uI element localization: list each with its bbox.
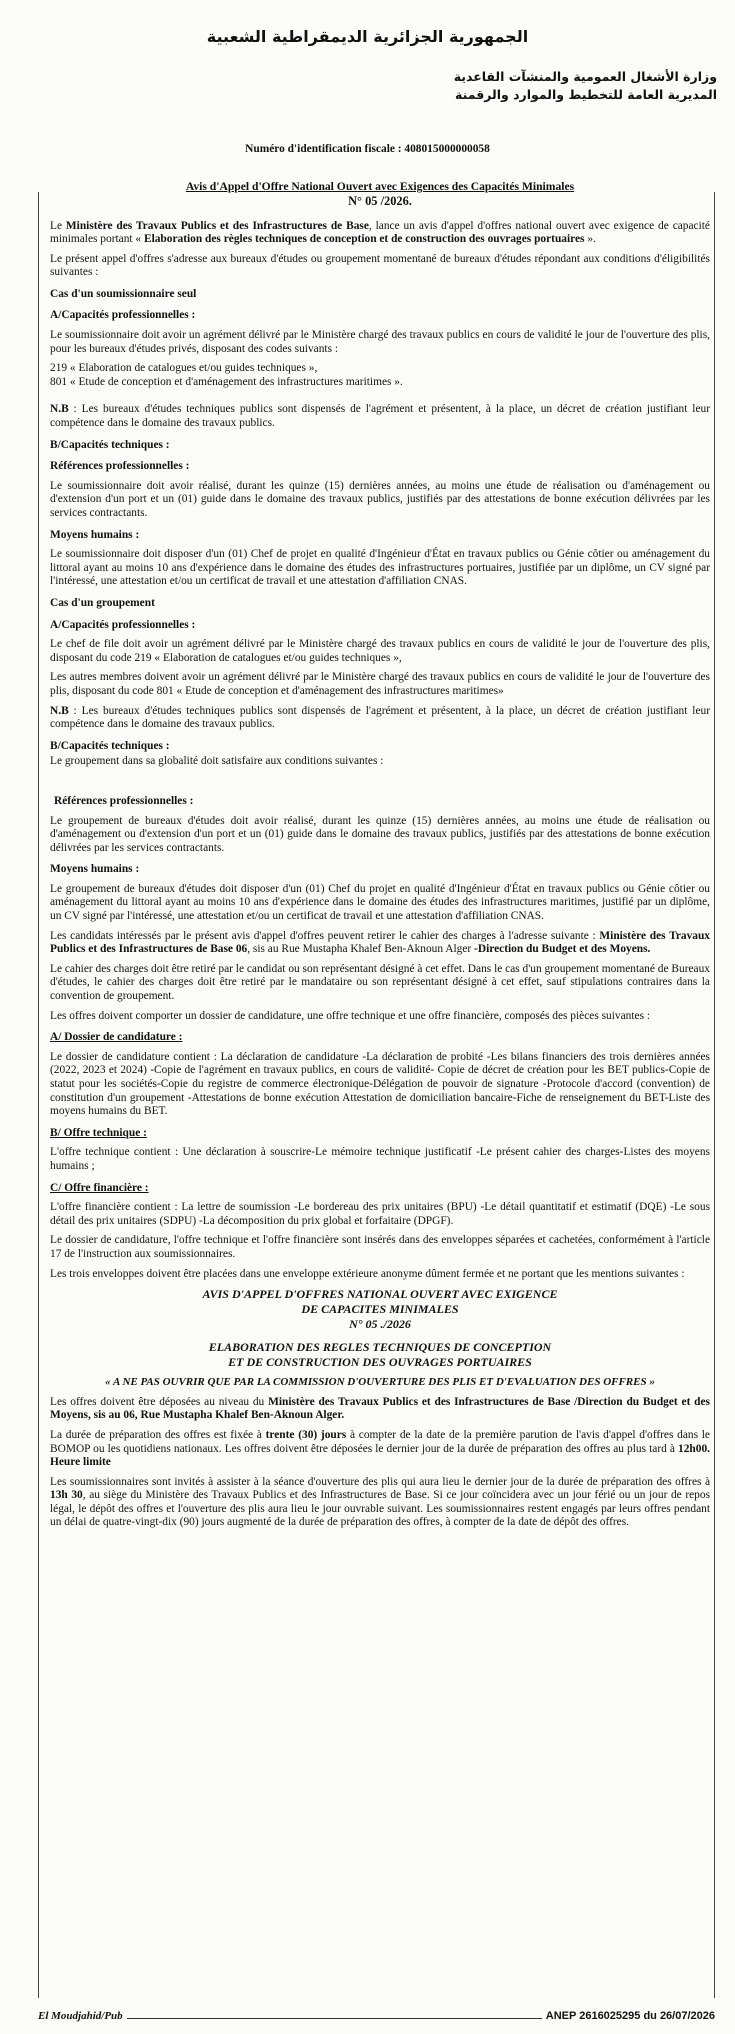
group-ref-text: Le groupement de bureaux d'études doit avoir réalisé, durant les quinze (15) dernières années, au moins une étude de réalisation ou d'aménagement ou d'extension d'un port et un (01) guide dans le domaine des travaux publics, justifiés par des attestations de bonne exécution délivrées par les services contractants.: [50, 814, 710, 854]
offre-technique-heading: B/ Offre technique :: [50, 1126, 147, 1139]
ouverture-paragraph: Les soumissionnaires sont invités à assister à la séance d'ouverture des plis qui aura lieu le dernier jour de la durée de préparation des offres à 13h 30, au siège du Ministère des Travaux Publics et des Infrastructures de Base. Si ce jour coïncidera avec un jour férié ou un jour de repos légal, le dépôt des offres et l'ouverture des plis aura lieu le jour ouvrable suivant. Les soumissionnaires restent engagés par leurs offres pendant un délai de quatre-vingt-dix (90) jours augmenté de la durée de préparation des offres, à compter de la date de dépôt des offres.: [50, 1475, 710, 1529]
enveloppes-paragraph: Le dossier de candidature, l'offre technique et l'offre financière sont insérés dans des enveloppes séparées et cachetées, conformément à l'article 17 de l'instruction aux soumissionnaires.: [50, 1234, 710, 1260]
do-not-open-notice: « A NE PAS OUVRIR QUE PAR LA COMMISSION D'OUVERTURE DES PLIS ET D'EVALUATION DES OFFRES »: [105, 1376, 655, 1389]
solo-code-219: 219 « Elaboration de catalogues et/ou guides techniques »,: [50, 362, 318, 375]
retrait-paragraph: Les candidats intéressés par le présent avis d'appel d'offres peuvent retirer le cahier des charges à l'adresse suivante : Ministère des Travaux Publics et des Infrastructures de Base 06, sis au Rue Mustapha Khalef Ben-Aknoun Alger -Direction du Budget et des Moyens.: [50, 929, 710, 956]
offre-financiere-heading: C/ Offre financière :: [50, 1181, 149, 1194]
duree-paragraph: La durée de préparation des offres est fixée à trente (30) jours à compter de la date de la première parution de l'avis d'appel d'offres dans le BOMOP ou les quotidiens nationaux. Les offres doivent être déposées le dernier jour de la durée de préparation des offres au plus tard à 12h00. Heure limite: [50, 1428, 710, 1469]
footer: [38, 2010, 715, 2026]
notice-title: Avis d'Appel d'Offre National Ouvert avec Exigences des Capacités Minimales: [185, 180, 575, 193]
ad-content: [50, 180, 710, 1536]
dossier-heading: A/ Dossier de candidature :: [50, 1031, 183, 1044]
solo-code-801: 801 « Etude de conception et d'aménagement des infrastructures maritimes ».: [50, 375, 403, 388]
group-prof-text-2: Les autres membres doivent avoir un agrément délivré par le Ministère chargé des travaux publics en cours de validité le jour de l'ouverture des plis, disposant du code 801 « Etude de conception et d'aménagement des infrastructures maritimes»: [50, 671, 710, 697]
eligibility-paragraph: Le présent appel d'offres s'adresse aux bureaux d'études ou groupement momentané de bureaux d'études répondant aux conditions d'éligibilités suivantes :: [50, 252, 710, 279]
anep-reference: ANEP 2616025295 du 26/07/2026: [542, 2010, 715, 2024]
solo-tech-heading: B/Capacités techniques :: [50, 438, 170, 451]
newspaper-credit: El Moudjahid/Pub: [38, 2010, 127, 2024]
ministry-name-ar: وزارة الأشغال العمومية والمنشآت القاعدية: [453, 69, 717, 84]
group-nb: N.B : Les bureaux d'études techniques publics sont dispensés de l'agrément et présentent, à la place, un décret de création justifiant leur compétence dans le domaine des travaux publics.: [50, 704, 710, 731]
solo-human-heading: Moyens humains :: [50, 528, 140, 541]
group-prof-heading: A/Capacités professionnelles :: [50, 618, 196, 631]
depot-paragraph: Les offres doivent être déposées au niveau du Ministère des Travaux Publics et des Infrastructures de Base /Direction du Budget et des Moyens, sis au 06, Rue Mustapha Khalef Ben-Aknoun Alger.: [50, 1395, 710, 1422]
envelope-mention: AVIS D'APPEL D'OFFRES NATIONAL OUVERT AVEC EXIGENCE DE CAPACITES MINIMALES N° 05 ./2026 ELABORATION DES REGLES TECHNIQUES DE CONCEPTION ET DE CONSTRUCTION DES OUVRAGES PORTUAIRES « A NE PAS OUVRIR QUE PAR LA COMMISSION D'OUVERTURE DES PLIS ET D'EVALUATION DES OFFRES »: [50, 1287, 710, 1390]
notice-number: N° 05 /2026.: [348, 193, 412, 208]
solo-nb: N.B : Les bureaux d'études techniques publics sont dispensés de l'agrément et présentent, à la place, un décret de création justifiant leur compétence dans le domaine des travaux publics.: [50, 403, 710, 430]
republic-title-ar: الجمهورية الجزائرية الديمقراطية الشعبية: [206, 27, 529, 46]
solo-ref-text: Le soumissionnaire doit avoir réalisé, durant les quinze (15) dernières années, au moins une étude de réalisation ou d'aménagement ou d'extension d'un port et un (01) guide dans le domaine des travaux publics, justifiés par des attestations de bonne exécution délivrées par les services contractants.: [50, 479, 710, 519]
solo-heading: Cas d'un soumissionnaire seul: [50, 287, 197, 300]
group-human-heading: Moyens humains :: [50, 863, 140, 876]
intro-paragraph: Le Ministère des Travaux Publics et des Infrastructures de Base, lance un avis d'appel d'offres national ouvert avec exigence de capacité minimales portant « Elaboration des règles techniques de conception et de construction des ouvrages portuaires ».: [50, 219, 710, 246]
group-tech-heading: B/Capacités techniques :: [50, 739, 170, 752]
ministry-block-ar: [297, 68, 717, 104]
cahier-paragraph: Le cahier des charges doit être retiré par le candidat ou son représentant désigné à cet effet. Dans le cas d'un groupement momentané de Bureaux d'études, le cahier des charges doit être retiré par le mandataire ou son représentant désigné à cet effet, sauf stipulations contraires dans la convention de groupement.: [50, 962, 710, 1003]
solo-human-text: Le soumissionnaire doit disposer d'un (01) Chef de projet en qualité d'Ingénieur d'État en travaux publics ou Génie côtier ou aménagement du littoral ayant au moins 10 ans d'expérience dans le domaine des études des infrastructures portuaires, justifiée par un diplôme, un CV signé par l'intéressé, une attestation et/ou un certificat de travail et une attestation d'affiliation CNAS.: [50, 548, 710, 588]
group-heading: Cas d'un groupement: [50, 596, 155, 609]
dossier-text: Le dossier de candidature contient : La déclaration de candidature -La déclaration de probité -Les bilans financiers des trois dernières années (2022, 2023 et 2024) -Copie de l'agrément en travaux publics, en cours de validité- Copie de décret de création pour les BET publics-Copie de statut pour les sociétés-Copie du registre de commerce électronique-Délégation de pouvoir de signature -Protocole d'accord (convention) de constitution d'un groupement -Attestations de bonne exécution Attestation de domiciliation bancaire-Fiche de renseignement du BET-Liste des moyens humains du BET.: [50, 1050, 710, 1118]
fiscal-id: Numéro d'identification fiscale : 408015000000058: [245, 143, 490, 155]
solo-ref-heading: Références professionnelles :: [50, 460, 190, 473]
direction-name-ar: المديرية العامة للتخطيط والموارد والرقمنة: [455, 87, 717, 102]
group-ref-heading: Références professionnelles :: [54, 794, 194, 807]
offres-paragraph: Les offres doivent comporter un dossier de candidature, une offre technique et une offre financière, composés des pièces suivantes :: [50, 1009, 651, 1022]
offre-financiere-text: L'offre financière contient : La lettre de soumission -Le bordereau des prix unitaires (BPU) -Le détail quantitatif et estimatif (DQE) -Le sous détail des prix unitaires (SDPU) -La décomposition du prix global et forfaitaire (DPGF).: [50, 1201, 710, 1227]
group-human-text: Le groupement de bureaux d'études doit disposer d'un (01) Chef du projet en qualité d'Ingénieur d'État en travaux publics ou Génie côtier ou aménagement du littoral ayant au moins 10 ans d'expérience dans le domaine des études des infrastructures maritimes, justifié par un diplôme, un CV signé par l'intéressé, une attestation et/ou un certificat de travail et une attestation d'affiliation CNAS.: [50, 882, 710, 923]
trois-enveloppes-paragraph: Les trois enveloppes doivent être placées dans une enveloppe extérieure anonyme dûment fermée et ne portant que les mentions suivantes :: [50, 1267, 685, 1280]
group-tech-text: Le groupement dans sa globalité doit satisfaire aux conditions suivantes :: [50, 755, 384, 768]
group-prof-text-1: Le chef de file doit avoir un agrément délivré par le Ministère chargé des travaux publics en cours de validité le jour de l'ouverture des plis, disposant du code 219 « Elaboration de catalogues et/ou guides techniques »,: [50, 638, 710, 664]
offre-technique-text: L'offre technique contient : Une déclaration à souscrire-Le mémoire technique justificatif -Le présent cahier des charges-Listes des moyens humains ;: [50, 1146, 710, 1172]
solo-prof-heading: A/Capacités professionnelles :: [50, 309, 196, 322]
solo-prof-text: Le soumissionnaire doit avoir un agrément délivré par le Ministère chargé des travaux publics en cours de validité le jour de l'ouverture des plis, pour les bureaux d'études privés, disposant des codes suivants :: [50, 329, 710, 355]
